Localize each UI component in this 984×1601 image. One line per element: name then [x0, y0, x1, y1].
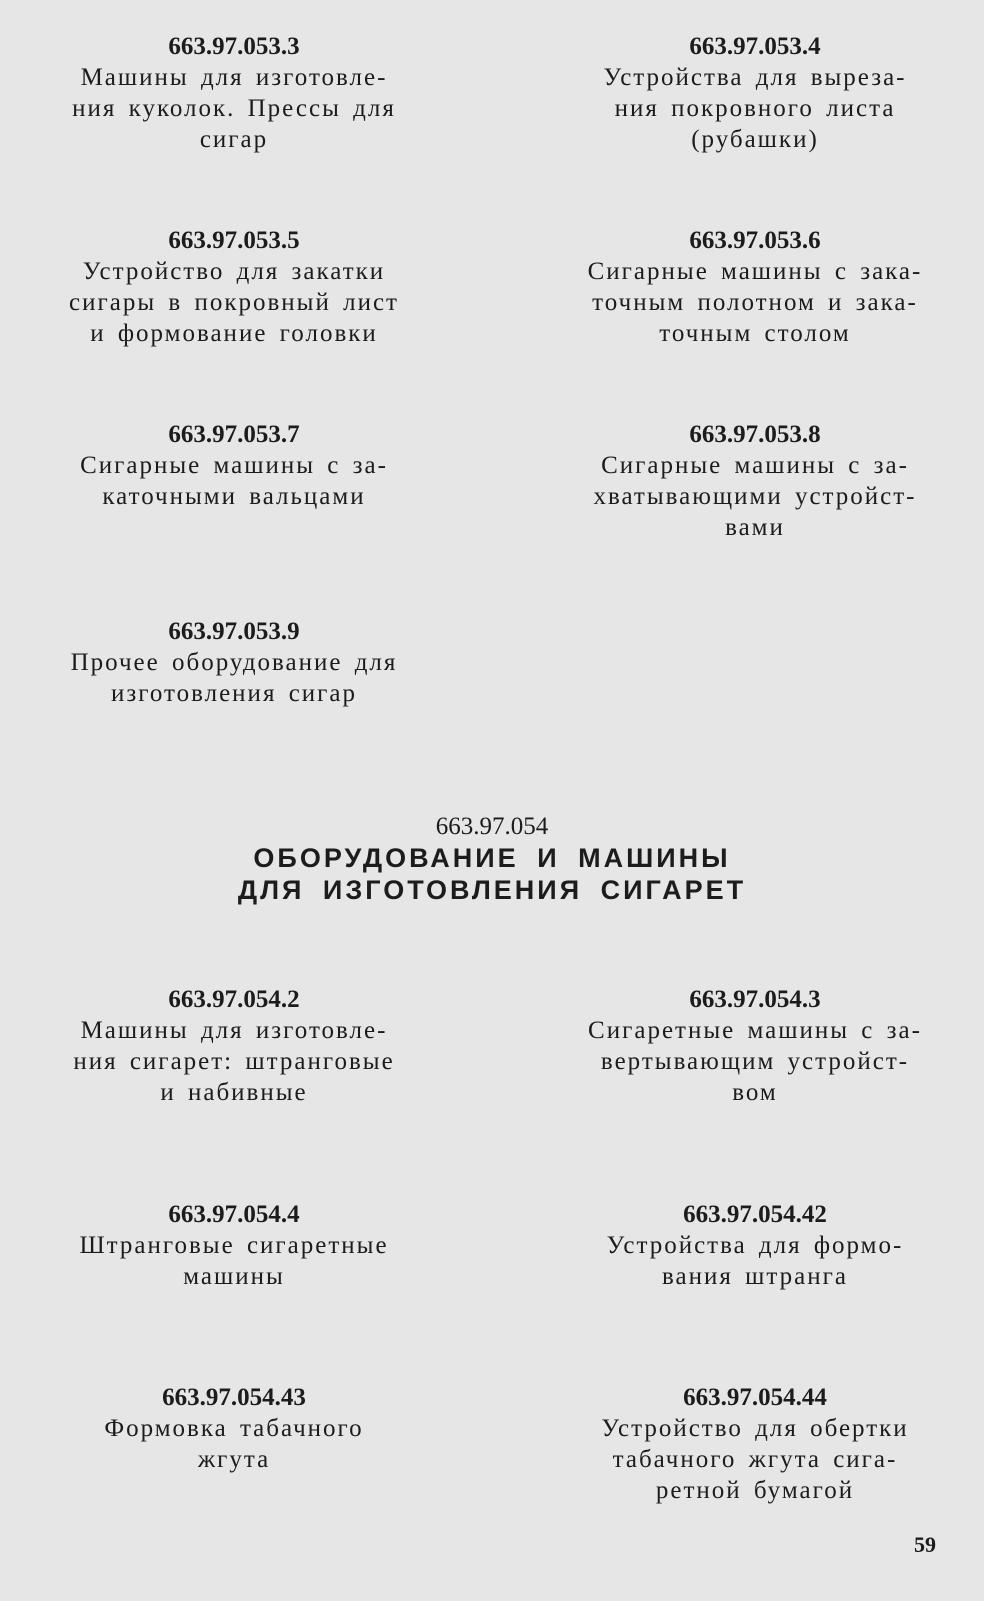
entry-description: Машины для изготовле- ния сигарет: штранговые и набивные — [73, 1017, 395, 1106]
entry-663-97-053-9 — [24, 617, 444, 709]
entry-description: Устройства для выреза- ния покровного листа (рубашки) — [603, 64, 907, 153]
entry-description: Устройство для обертки табачного жгута сига- ретной бумагой — [601, 1415, 909, 1504]
entry-code: 663.97.053.6 — [689, 227, 821, 254]
entry-code: 663.97.054.43 — [162, 1384, 306, 1411]
entry-code: 663.97.053.5 — [168, 227, 300, 254]
entry-663-97-053-8 — [545, 420, 965, 543]
entry-663-97-054-44 — [545, 1383, 965, 1506]
entry-description: Прочее оборудование для изготовления сигар — [70, 649, 398, 707]
entry-code: 663.97.054.4 — [168, 1201, 300, 1228]
entry-description: Сигарные машины с зака- точным полотном и зака- точным столом — [587, 258, 923, 347]
entry-code: 663.97.054.2 — [168, 986, 300, 1013]
entry-code: 663.97.054.3 — [689, 986, 821, 1013]
section-code: 663.97.054 — [435, 813, 549, 840]
section-title-line-2: ДЛЯ ИЗГОТОВЛЕНИЯ СИГАРЕТ — [237, 875, 747, 905]
section-heading — [0, 812, 984, 906]
entry-663-97-053-3 — [24, 32, 444, 155]
entry-description: Устройства для формо- вания штранга — [606, 1232, 904, 1290]
entry-code: 663.97.053.3 — [168, 33, 300, 60]
entry-description: Сигарные машины с за- хватывающими устройст- вами — [593, 452, 917, 541]
entry-description: Штранговые сигаретные машины — [79, 1232, 389, 1290]
entry-663-97-054-2 — [24, 985, 444, 1108]
entry-663-97-054-4 — [24, 1200, 444, 1292]
entry-description: Сигаретные машины с за- вертывающим устройст- вом — [588, 1017, 922, 1106]
entry-code: 663.97.053.7 — [168, 421, 300, 448]
entry-description: Машины для изготовле- ния куколок. Прессы для сигар — [72, 64, 396, 153]
section-title-line-1: ОБОРУДОВАНИЕ И МАШИНЫ — [253, 843, 731, 873]
page-number: 59 — [914, 1532, 936, 1557]
entry-code: 663.97.053.9 — [168, 618, 300, 645]
entry-code: 663.97.053.4 — [689, 33, 821, 60]
entry-663-97-054-42 — [545, 1200, 965, 1292]
entry-663-97-053-6 — [545, 226, 965, 349]
entry-663-97-053-5 — [24, 226, 444, 349]
entry-663-97-053-4 — [545, 32, 965, 155]
entry-description: Сигарные машины с за- каточными вальцами — [80, 452, 388, 510]
entry-code: 663.97.054.44 — [683, 1384, 827, 1411]
entry-663-97-053-7 — [24, 420, 444, 512]
entry-description: Устройство для закатки сигары в покровный лист и формование головки — [69, 258, 399, 347]
entry-code: 663.97.054.42 — [683, 1201, 827, 1228]
entry-663-97-054-43 — [24, 1383, 444, 1475]
entry-663-97-054-3 — [545, 985, 965, 1108]
entry-description: Формовка табачного жгута — [104, 1415, 364, 1473]
entry-code: 663.97.053.8 — [689, 421, 821, 448]
